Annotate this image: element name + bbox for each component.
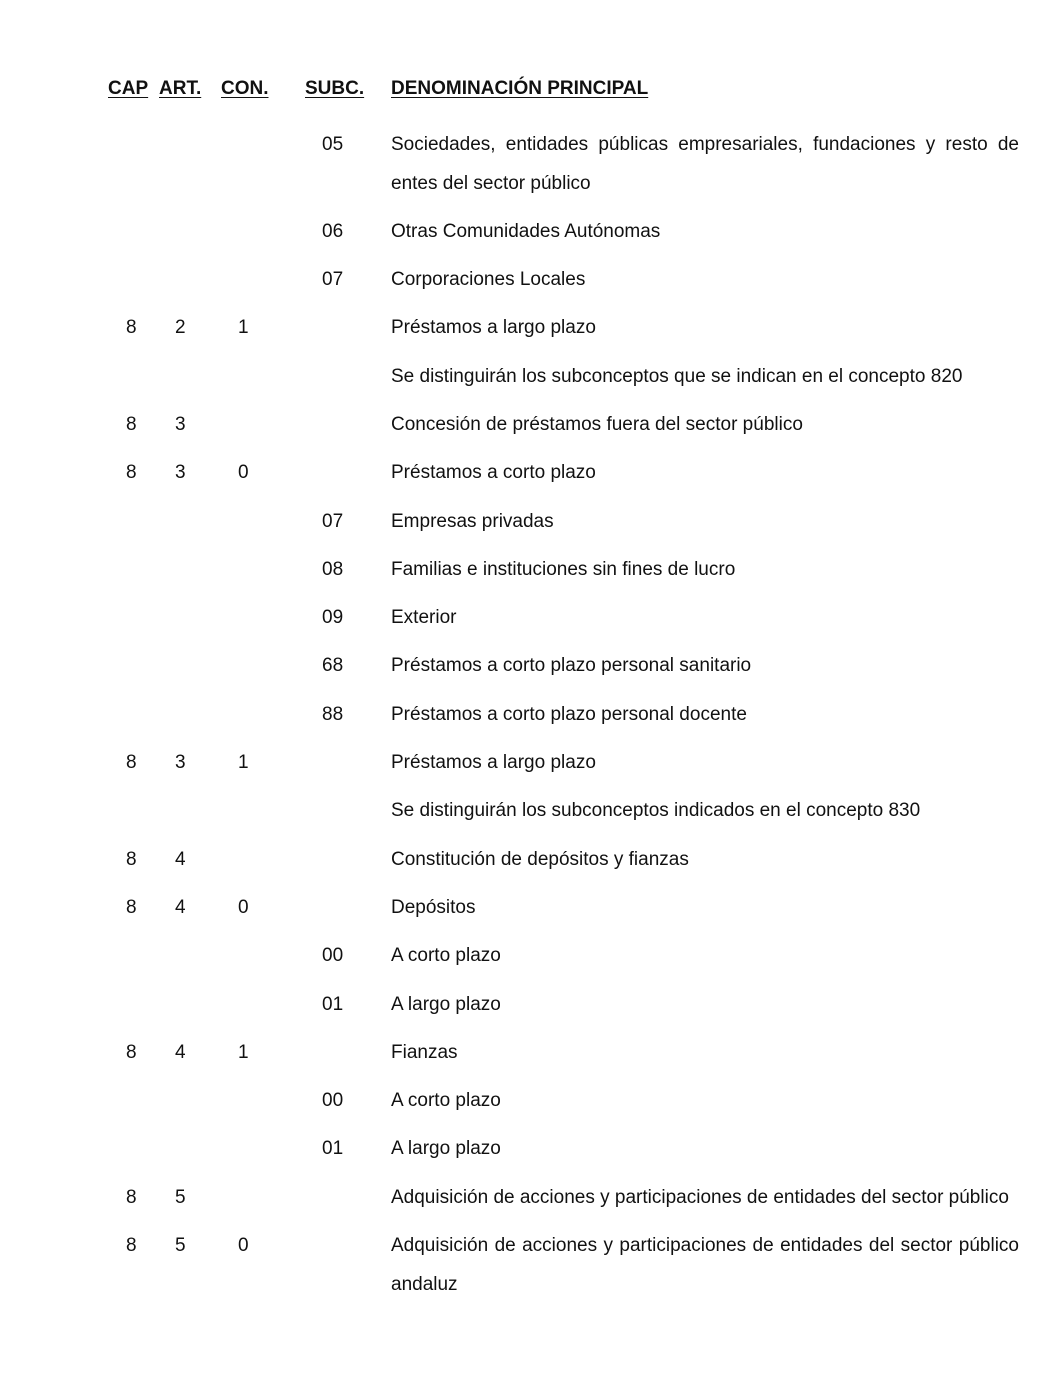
table-row [0, 599, 1058, 647]
cell-denominacion: Se distinguirán los subconceptos que se indican en el concepto 820 [391, 365, 963, 387]
cell-denominacion: Adquisición de acciones y participaciones de entidades del sector público [391, 1186, 1009, 1208]
cell-art: 3 [175, 752, 186, 774]
table-row [0, 126, 1058, 213]
cell-cap: 8 [126, 413, 137, 435]
cell-cap: 8 [126, 1041, 137, 1063]
cell-subc: 07 [322, 510, 344, 532]
table-row [0, 937, 1058, 985]
cell-denominacion: Corporaciones Locales [391, 269, 586, 291]
cell-con: 0 [238, 1235, 249, 1257]
table-row [0, 454, 1058, 502]
cell-denominacion: A corto plazo [391, 1090, 501, 1112]
cell-subc: 00 [322, 1090, 344, 1112]
table-row [0, 213, 1058, 261]
cell-denominacion: Constitución de depósitos y fianzas [391, 848, 689, 870]
cell-subc: 05 [322, 134, 344, 155]
cell-cap: 8 [126, 896, 137, 918]
table-body [0, 126, 1058, 1314]
cell-subc: 88 [322, 703, 344, 725]
cell-cap: 8 [126, 848, 137, 870]
cell-subc: 01 [322, 993, 344, 1015]
cell-subc: 09 [322, 607, 344, 629]
cell-subc: 06 [322, 220, 344, 242]
cell-subc: 07 [322, 269, 344, 291]
cell-art: 2 [175, 317, 186, 339]
header-subc: SUBC. [305, 78, 365, 99]
cell-denominacion: A largo plazo [391, 1138, 501, 1160]
table-row [0, 358, 1058, 406]
table-row [0, 792, 1058, 840]
table-row [0, 1082, 1058, 1130]
table-row [0, 261, 1058, 309]
cell-denominacion: Préstamos a corto plazo personal sanitario [391, 655, 752, 677]
cell-denominacion: Se distinguirán los subconceptos indicados en el concepto 830 [391, 800, 921, 822]
cell-denominacion: Préstamos a corto plazo personal docente [391, 703, 747, 725]
cell-denominacion: A corto plazo [391, 945, 501, 967]
cell-denominacion: Depósitos [391, 896, 476, 918]
header-cap: CAP [108, 78, 149, 99]
cell-denominacion: Fianzas [391, 1041, 458, 1063]
table-row [0, 1130, 1058, 1178]
cell-cap: 8 [126, 752, 137, 774]
cell-cap: 8 [126, 1186, 137, 1208]
cell-denominacion: Empresas privadas [391, 510, 554, 532]
cell-subc: 68 [322, 655, 344, 677]
cell-cap: 8 [126, 462, 137, 484]
cell-art: 4 [175, 848, 186, 870]
table-row [0, 1034, 1058, 1082]
table-row [0, 841, 1058, 889]
table-row [0, 889, 1058, 937]
cell-denominacion: Exterior [391, 607, 457, 629]
header-denominacion: DENOMINACIÓN PRINCIPAL [391, 78, 649, 99]
table-row [0, 551, 1058, 599]
cell-con: 1 [238, 752, 249, 774]
table-row [0, 406, 1058, 454]
cell-cap: 8 [126, 1235, 137, 1257]
cell-denominacion: Préstamos a largo plazo [391, 317, 596, 339]
cell-denominacion: A largo plazo [391, 993, 501, 1015]
cell-subc: 00 [322, 945, 344, 967]
table-row [0, 696, 1058, 744]
header-con: CON. [221, 78, 269, 99]
header-art: ART. [159, 78, 202, 99]
table-row [0, 1227, 1058, 1314]
cell-denominacion: Otras Comunidades Autónomas [391, 220, 661, 242]
cell-art: 4 [175, 896, 186, 918]
cell-cap: 8 [126, 317, 137, 339]
cell-con: 1 [238, 317, 249, 339]
table-row [0, 1179, 1058, 1227]
cell-art: 3 [175, 413, 186, 435]
cell-denominacion: Préstamos a largo plazo [391, 752, 596, 774]
cell-denominacion: Familias e instituciones sin fines de lucro [391, 558, 736, 580]
cell-con: 1 [238, 1041, 249, 1063]
table-row [0, 503, 1058, 551]
table-row [0, 986, 1058, 1034]
table-row [0, 647, 1058, 695]
cell-art: 5 [175, 1235, 186, 1257]
table-row [0, 309, 1058, 357]
cell-art: 5 [175, 1186, 186, 1208]
cell-con: 0 [238, 896, 249, 918]
cell-art: 4 [175, 1041, 186, 1063]
cell-denominacion: Concesión de préstamos fuera del sector público [391, 413, 803, 435]
cell-art: 3 [175, 462, 186, 484]
table-header [0, 78, 1058, 104]
cell-denominacion: Adquisición de acciones y participaciones de entidades del sector público andaluz [391, 1235, 1019, 1295]
cell-subc: 01 [322, 1138, 344, 1160]
cell-subc: 08 [322, 558, 344, 580]
cell-denominacion: Sociedades, entidades públicas empresariales, fundaciones y resto de entes del sector público [391, 134, 1019, 194]
table-row [0, 744, 1058, 792]
cell-denominacion: Préstamos a corto plazo [391, 462, 596, 484]
cell-con: 0 [238, 462, 249, 484]
